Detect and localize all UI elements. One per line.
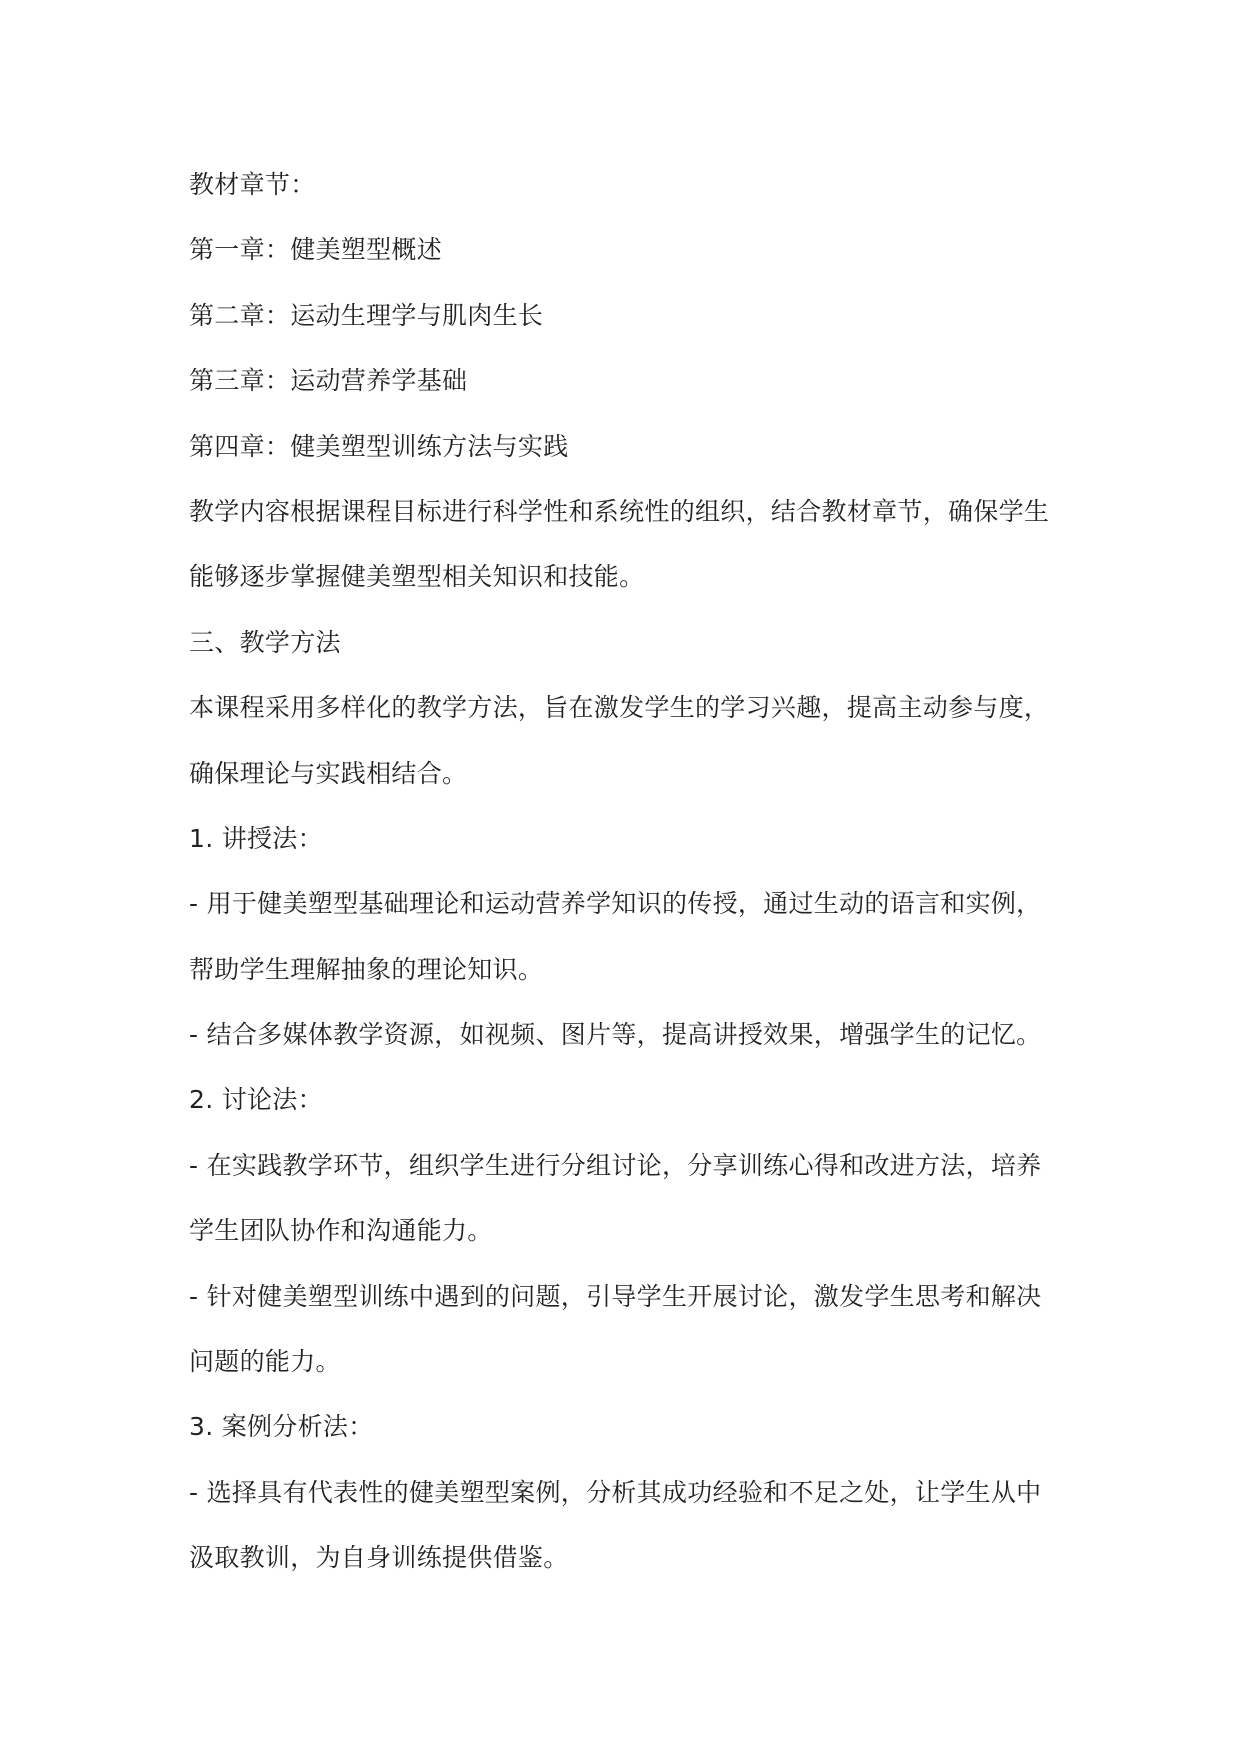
chapter-4-item: 第四章：健美塑型训练方法与实践	[189, 431, 569, 461]
paragraph-line: 能够逐步掌握健美塑型相关知识和技能。	[189, 562, 645, 592]
chapter-3-item: 第三章：运动营养学基础	[189, 366, 468, 396]
paragraph-line: 本课程采用多样化的教学方法，旨在激发学生的学习兴趣，提高主动参与度，	[189, 693, 1050, 723]
method-heading-case-analysis: 3. 案例分析法：	[189, 1412, 374, 1442]
section-heading-teaching-methods: 三、教学方法	[189, 627, 341, 657]
paragraph-line: 确保理论与实践相结合。	[189, 758, 468, 788]
document-body	[189, 152, 1064, 1591]
bullet-line: - 用于健美塑型基础理论和运动营养学知识的传授，通过生动的语言和实例，	[189, 889, 1042, 919]
method-heading-lecture: 1. 讲授法：	[189, 823, 323, 853]
bullet-line: - 针对健美塑型训练中遇到的问题，引导学生开展讨论，激发学生思考和解决	[189, 1281, 1042, 1311]
bullet-continuation-line: 学生团队协作和沟通能力。	[189, 1216, 493, 1246]
bullet-line: - 结合多媒体教学资源，如视频、图片等，提高讲授效果，增强学生的记忆。	[189, 1020, 1042, 1050]
bullet-line: - 在实践教学环节，组织学生进行分组讨论，分享训练心得和改进方法，培养	[189, 1150, 1042, 1180]
bullet-line: - 选择具有代表性的健美塑型案例，分析其成功经验和不足之处，让学生从中	[189, 1477, 1042, 1507]
section-heading-textbook-chapters: 教材章节：	[189, 170, 316, 199]
chapter-2-item: 第二章：运动生理学与肌肉生长	[189, 300, 544, 330]
bullet-continuation-line: 问题的能力。	[189, 1347, 341, 1377]
bullet-continuation-line: 帮助学生理解抽象的理论知识。	[189, 954, 544, 984]
paragraph-line: 教学内容根据课程目标进行科学性和系统性的组织，结合教材章节，确保学生	[189, 496, 1050, 526]
method-heading-discussion: 2. 讨论法：	[189, 1085, 323, 1115]
bullet-continuation-line: 汲取教训，为自身训练提供借鉴。	[189, 1543, 569, 1573]
chapter-1-item: 第一章：健美塑型概述	[189, 235, 443, 265]
